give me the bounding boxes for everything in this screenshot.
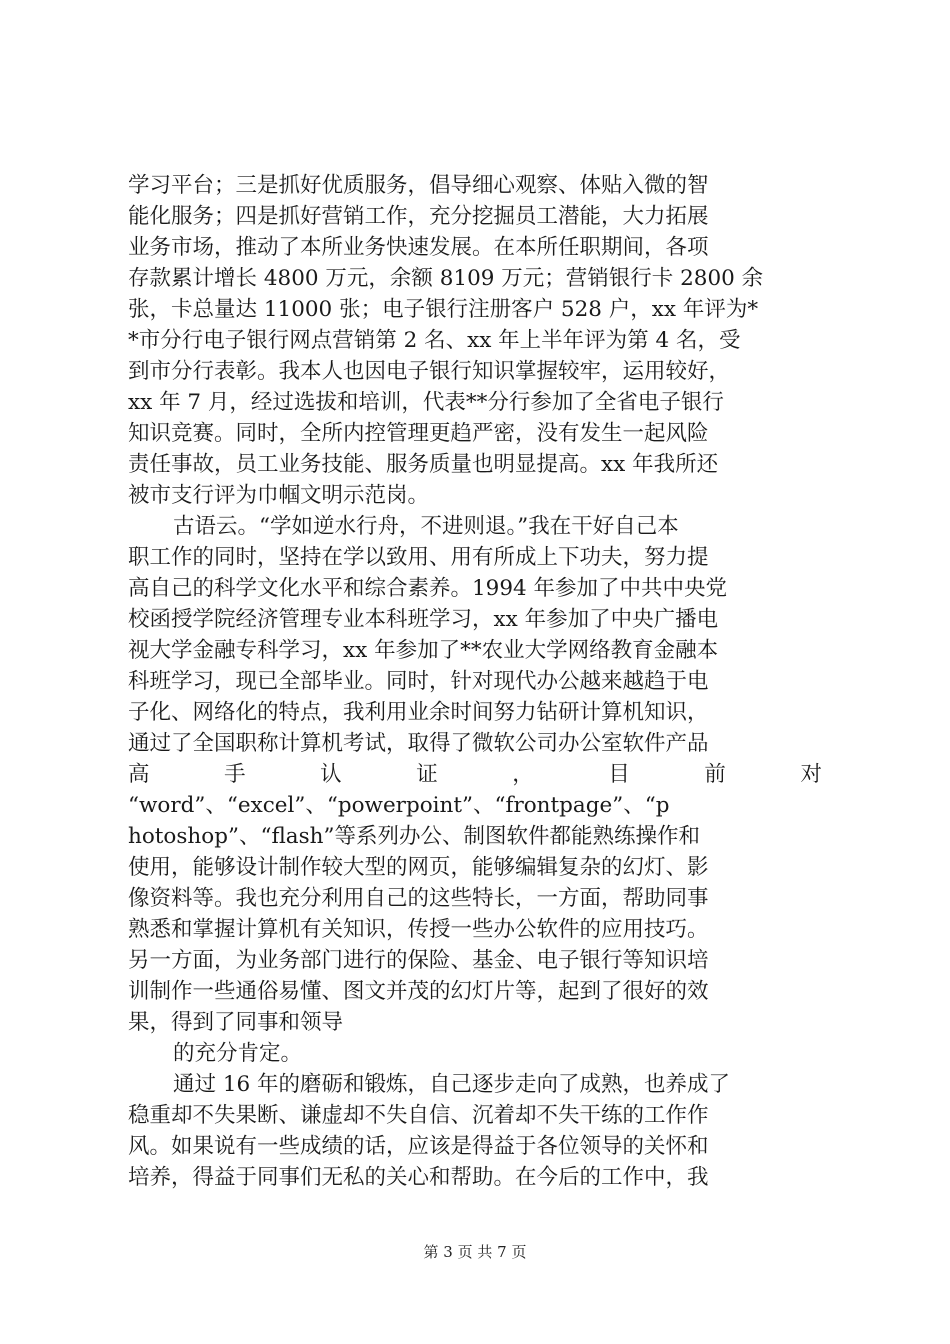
text-line: 熟悉和掌握计算机有关知识，传授一些办公软件的应用技巧。 [128, 917, 709, 942]
text-line: *市分行电子银行网点营销第 2 名、xx 年上半年评为第 4 名，受 [128, 328, 741, 353]
text-line: 存款累计增长 4800 万元，余额 8109 万元；营销银行卡 2800 余 [128, 266, 764, 291]
justified-char: 认 [320, 762, 342, 787]
text-line: 培养，得益于同事们无私的关心和帮助。在今后的工作中，我 [128, 1165, 709, 1190]
text-line: 另一方面，为业务部门进行的保险、基金、电子银行等知识培 [128, 948, 709, 973]
text-line: xx 年 7 月，经过选拔和培训，代表**分行参加了全省电子银行 [128, 390, 724, 415]
text-line: 训制作一些通俗易懂、图文并茂的幻灯片等，起到了很好的效 [128, 979, 709, 1004]
text-line: 视大学金融专科学习，xx 年参加了**农业大学网络教育金融本 [128, 638, 719, 663]
text-line: 使用，能够设计制作较大型的网页，能够编辑复杂的幻灯、影 [128, 855, 709, 880]
paragraph-start-line: 通过 16 年的磨砺和锻炼，自己逐步走向了成熟，也养成了 [173, 1072, 731, 1097]
text-line: 科班学习，现已全部毕业。同时，针对现代办公越来越趋于电 [128, 669, 709, 694]
text-line: 张，卡总量达 11000 张；电子银行注册客户 528 户，xx 年评为* [128, 297, 759, 322]
document-body [128, 170, 828, 1193]
text-line: 像资料等。我也充分利用自己的这些特长，一方面，帮助同事 [128, 886, 709, 911]
paragraph-start-line: 古语云。“学如逆水行舟，不进则退。”我在干好自己本 [173, 514, 679, 539]
justified-char: ， [512, 762, 534, 787]
justified-char: 高 [128, 762, 150, 787]
text-line: 高自己的科学文化水平和综合素养。1994 年参加了中共中央党 [128, 576, 728, 601]
justified-char: 目 [608, 762, 630, 787]
justified-text-line [128, 759, 822, 790]
page-number-footer: 第 3 页 共 7 页 [423, 1243, 527, 1261]
text-line: 学习平台；三是抓好优质服务，倡导细心观察、体贴入微的智 [128, 173, 709, 198]
paragraph-start-line: 的充分肯定。 [173, 1041, 303, 1066]
text-line: 通过了全国职称计算机考试，取得了微软公司办公室软件产品 [128, 731, 709, 756]
justified-char: 前 [704, 762, 726, 787]
justified-char: 对 [800, 762, 822, 787]
text-line: 风。如果说有一些成绩的话，应该是得益于各位领导的关怀和 [128, 1134, 709, 1159]
text-line: 责任事故，员工业务技能、服务质量也明显提高。xx 年我所还 [128, 452, 719, 477]
text-line: hotoshop”、“flash”等系列办公、制图软件都能熟练操作和 [128, 824, 700, 849]
text-line: 业务市场，推动了本所业务快速发展。在本所任职期间，各项 [128, 235, 709, 260]
text-line: 子化、网络化的特点，我利用业余时间努力钻研计算机知识， [128, 700, 709, 725]
text-line: 果，得到了同事和领导 [128, 1010, 344, 1035]
justified-char: 手 [224, 762, 246, 787]
text-line: 职工作的同时，坚持在学以致用、用有所成上下功夫，努力提 [128, 545, 709, 570]
text-line: 被市支行评为巾帼文明示范岗。 [128, 483, 430, 508]
text-line: 能化服务；四是抓好营销工作，充分挖掘员工潜能，大力拓展 [128, 204, 709, 229]
text-line: 知识竞赛。同时，全所内控管理更趋严密，没有发生一起风险 [128, 421, 709, 446]
text-line: “word”、“excel”、“powerpoint”、“frontpage”、“p [128, 793, 670, 818]
justified-char: 证 [416, 762, 438, 787]
text-line: 校函授学院经济管理专业本科班学习，xx 年参加了中央广播电 [128, 607, 719, 632]
text-line: 到市分行表彰。我本人也因电子银行知识掌握较牢，运用较好， [128, 359, 731, 384]
text-line: 稳重却不失果断、谦虚却不失自信、沉着却不失干练的工作作 [128, 1103, 709, 1128]
